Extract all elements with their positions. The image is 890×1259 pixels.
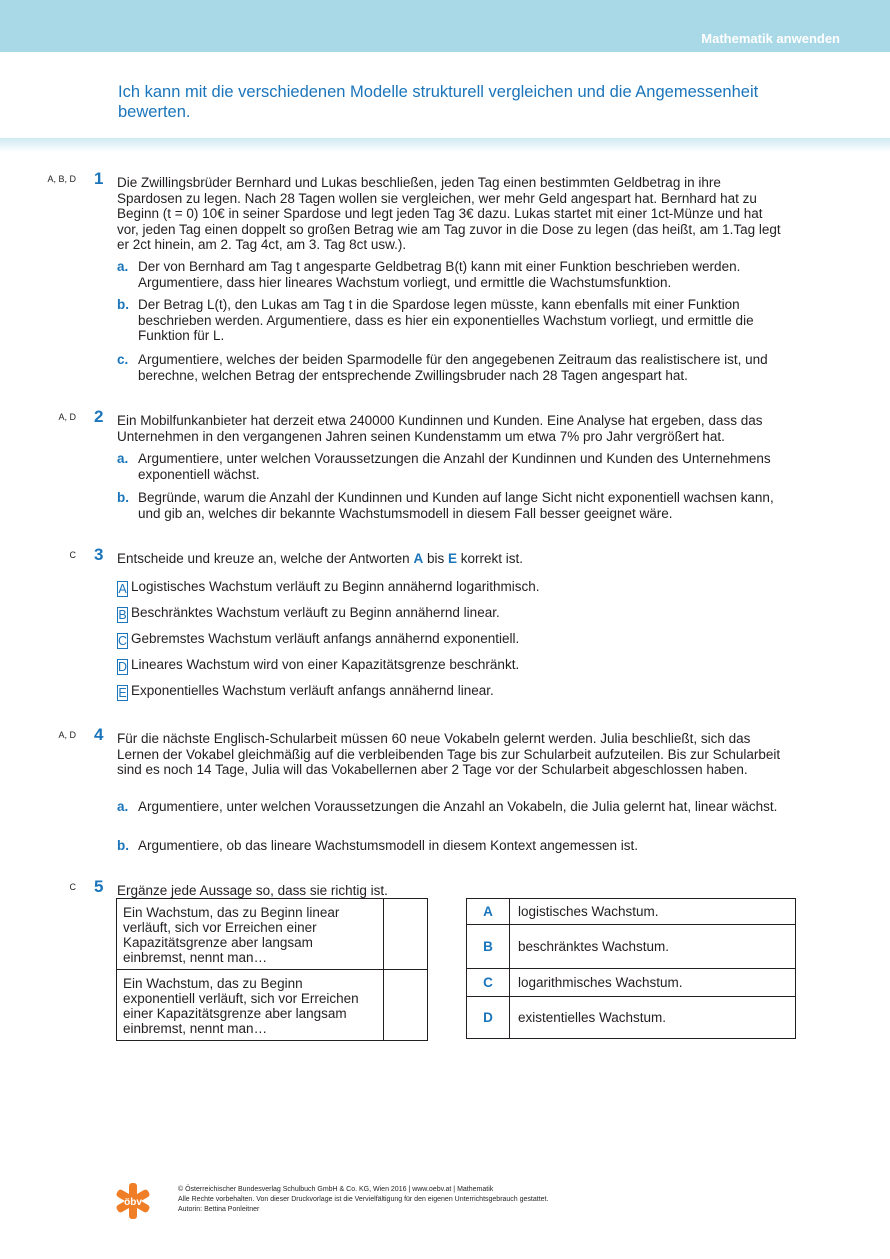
table-row bbox=[117, 970, 428, 1041]
subtask-label: b. bbox=[117, 838, 129, 853]
option-text[interactable]: logistisches Wachstum. bbox=[510, 899, 796, 925]
subtask-text: Der von Bernhard am Tag t angesparte Geldbetrag B(t) kann mit einer Funktion beschrieben werden. Argumentiere, dass hier lineares Wachstum vorliegt, und ermittle die Wachstumsfunktion. bbox=[138, 259, 741, 290]
task-number: 4 bbox=[94, 725, 104, 744]
author-line: Autorin: Bettina Ponleitner bbox=[178, 1206, 260, 1213]
task-number: 1 bbox=[94, 169, 104, 188]
choice-c[interactable] bbox=[117, 631, 519, 649]
statement-cell: Ein Wachstum, das zu Beginn exponentiell verläuft, sich vor Erreichen einer Kapazitätsgrenze aber langsam einbremst, nennt man… bbox=[117, 970, 384, 1041]
choice-range-end: E bbox=[447, 551, 457, 566]
subtask-text: Begründe, warum die Anzahl der Kundinnen und Kunden auf lange Sicht nicht exponentiell wachsen kann, und gib an, welches dir bekannte Wachstumsmodell in diesem Fall besser geeignet wäre. bbox=[138, 490, 774, 521]
subtask-label: b. bbox=[117, 490, 129, 505]
checkbox[interactable]: A bbox=[118, 582, 127, 596]
table-row bbox=[117, 899, 428, 970]
subtask-label: b. bbox=[117, 297, 129, 312]
table-row bbox=[467, 997, 796, 1039]
subtask-text: Der Betrag L(t), den Lukas am Tag t in die Spardose legen müsste, kann ebenfalls mit einer Funktion beschrieben werden. Argumentiere, dass es hier ein exponentielles Wachstum vorliegt, und ermittle die Funktion für L. bbox=[138, 297, 754, 343]
intro-divider bbox=[0, 138, 890, 152]
checkbox[interactable]: C bbox=[118, 634, 128, 648]
task-text-start: Entscheide und kreuze an, welche der Antworten bbox=[117, 551, 414, 566]
checkbox[interactable]: B bbox=[118, 608, 127, 622]
answer-cell[interactable] bbox=[384, 970, 428, 1041]
option-letter: A bbox=[467, 899, 510, 925]
section-title: Mathematik anwenden bbox=[701, 31, 840, 46]
subtask-a bbox=[117, 451, 787, 482]
subtask-a bbox=[117, 259, 787, 290]
task-tag: A, B, D bbox=[47, 174, 76, 184]
oebv-logo bbox=[115, 1183, 151, 1219]
task-text: Für die nächste Englisch-Schularbeit müssen 60 neue Vokabeln gelernt werden. Julia beschließt, sich das Lernen der Vokabel gleichmäßig auf die verbleibenden Tage bis zur Schularbeit aufzuteilen. Bis zur Schularbeit sind es noch 14 Tage, Julia will das Vokabellernen aber 2 Tage vor der Schularbeit abgeschlossen haben. bbox=[117, 731, 781, 777]
choice-range-start: A bbox=[413, 551, 424, 566]
statement-table bbox=[116, 898, 428, 1041]
subtask-label: a. bbox=[117, 799, 129, 814]
choice-e[interactable] bbox=[117, 683, 494, 701]
choice-b[interactable] bbox=[117, 605, 500, 623]
task-tag: A, D bbox=[58, 412, 76, 422]
table-row bbox=[467, 969, 796, 997]
statement-cell: Ein Wachstum, das zu Beginn linear verläuft, sich vor Erreichen einer Kapazitätsgrenze aber langsam einbremst, nennt man… bbox=[117, 899, 384, 970]
choice-text: Beschränktes Wachstum verläuft zu Beginn annähernd linear. bbox=[131, 605, 500, 620]
table-row bbox=[467, 899, 796, 925]
task-text: Die Zwillingsbrüder Bernhard und Lukas beschließen, jeden Tag einen bestimmten Geldbetrag in ihre Spardosen zu legen. Nach 28 Tagen wollen sie vergleichen, wer mehr Geld angespart hat. Bernhard hat zu Beginn (t = 0) 10€ in seiner Spardose und legt jeden Tag 3€ dazu. Lukas startet mit einer 1ct-Münze und hat vor, jeden Tag einen doppelt so großen Betrag wie am Tag zuvor in die Dose zu legen (das heißt, am 1.Tag legt er 2ct hinein, am 2. Tag 4ct, am 3. Tag 8ct usw.). bbox=[117, 175, 781, 252]
subtask-b bbox=[117, 297, 787, 344]
checkbox[interactable]: D bbox=[118, 660, 128, 674]
subtask-label: a. bbox=[117, 451, 129, 466]
choice-text: Logistisches Wachstum verläuft zu Beginn annähernd logarithmisch. bbox=[131, 579, 540, 594]
logo-text: öbv bbox=[124, 1197, 142, 1208]
copyright-line: © Österreichischer Bundesverlag Schulbuch GmbH & Co. KG, Wien 2016 | www.oebv.at | Mathematik bbox=[178, 1186, 494, 1193]
task-number: 3 bbox=[94, 545, 104, 564]
task-text: Ergänze jede Aussage so, dass sie richtig ist. bbox=[117, 883, 388, 898]
option-letter: D bbox=[467, 997, 510, 1039]
task-text-end: korrekt ist. bbox=[456, 551, 523, 566]
footer bbox=[178, 1185, 548, 1215]
subtask-text: Argumentiere, welches der beiden Sparmodelle für den angegebenen Zeitraum das realistischere ist, und berechne, welchen Betrag der entsprechende Zwillingsbruder nach 28 Tagen angespart hat. bbox=[138, 352, 768, 383]
task-number: 5 bbox=[94, 877, 104, 896]
subtask-label: c. bbox=[117, 352, 129, 367]
task-text: Ein Mobilfunkanbieter hat derzeit etwa 240000 Kundinnen und Kunden. Eine Analyse hat ergeben, dass das Unternehmen in den vergangenen Jahren seinen Kundenstamm um etwa 7% pro Jahr vergrößert hat. bbox=[117, 413, 763, 444]
subtask-label: a. bbox=[117, 259, 129, 274]
subtask-b bbox=[117, 838, 787, 854]
subtask-b bbox=[117, 490, 787, 521]
choice-text: Lineares Wachstum wird von einer Kapazitätsgrenze beschränkt. bbox=[131, 657, 520, 672]
task-text-middle: bis bbox=[423, 551, 448, 566]
learning-goal: Ich kann mit die verschiedenen Modelle strukturell vergleichen und die Angemessenheit bewerten. bbox=[118, 83, 759, 121]
task-number: 2 bbox=[94, 407, 104, 426]
rights-line: Alle Rechte vorbehalten. Von dieser Druckvorlage ist die Vervielfältigung für den eigenen Unterrichtsgebrauch gestattet. bbox=[178, 1196, 549, 1203]
option-text[interactable]: beschränktes Wachstum. bbox=[510, 925, 796, 969]
choice-d[interactable] bbox=[117, 657, 519, 675]
choice-a[interactable] bbox=[117, 579, 539, 597]
subtask-a bbox=[117, 799, 787, 815]
task-text bbox=[117, 551, 787, 567]
subtask-c bbox=[117, 352, 787, 383]
option-text[interactable]: logarithmisches Wachstum. bbox=[510, 969, 796, 997]
task-tag: C bbox=[69, 882, 76, 892]
table-row bbox=[467, 925, 796, 969]
task-tag: C bbox=[69, 550, 76, 560]
option-text[interactable]: existentielles Wachstum. bbox=[510, 997, 796, 1039]
choice-text: Gebremstes Wachstum verläuft anfangs annähernd exponentiell. bbox=[131, 631, 520, 646]
choice-text: Exponentielles Wachstum verläuft anfangs annähernd linear. bbox=[131, 683, 494, 698]
option-letter: B bbox=[467, 925, 510, 969]
task-tag: A, D bbox=[58, 730, 76, 740]
subtask-text: Argumentiere, unter welchen Voraussetzungen die Anzahl an Vokabeln, die Julia gelernt hat, linear wächst. bbox=[138, 799, 778, 814]
option-letter: C bbox=[467, 969, 510, 997]
subtask-text: Argumentiere, ob das lineare Wachstumsmodell in diesem Kontext angemessen ist. bbox=[138, 838, 638, 853]
subtask-text: Argumentiere, unter welchen Voraussetzungen die Anzahl der Kundinnen und Kunden des Unternehmens exponentiell wächst. bbox=[138, 451, 771, 482]
answer-cell[interactable] bbox=[384, 899, 428, 970]
checkbox[interactable]: E bbox=[118, 686, 127, 700]
option-table bbox=[466, 898, 796, 1039]
